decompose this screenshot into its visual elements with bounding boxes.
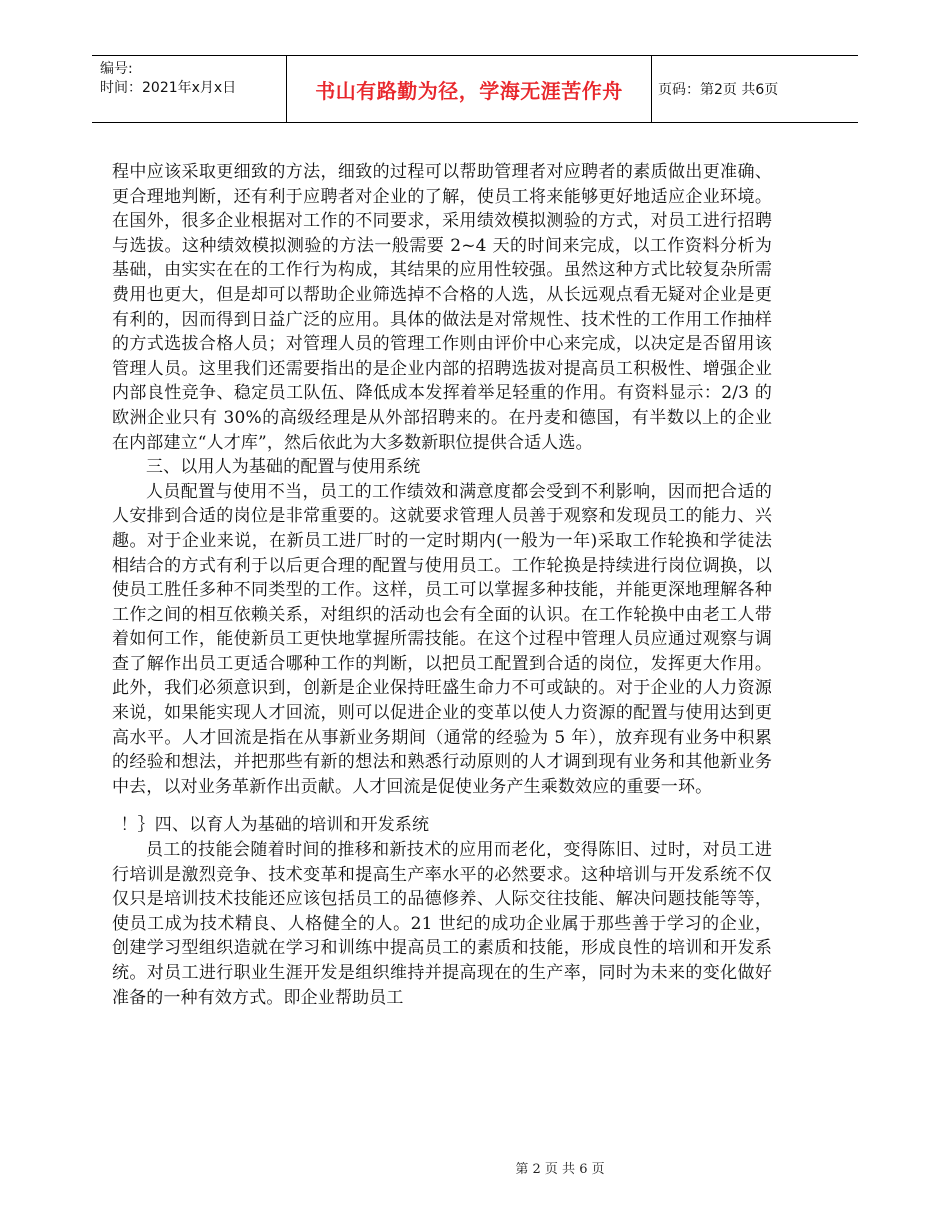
paragraph-continuation: 程中应该采取更细致的方法，细致的过程可以帮助管理者对应聘者的素质做出更准确、更合理地判断，还有利于应聘者对企业的了解，使员工将来能够更好地适应企业环境。在国外，很多企业根据对工作的不同要求，采用绩效模拟测验的方式，对员工进行招聘与选拔。这种绩效模拟测验的方法一般需要 2~4 天的时间来完成，以工作资料分析为基础，由实实在在的工作行为构成，其结果的应用性较强。虽然这种方式比较复杂所需费用也更大，但是却可以帮助企业筛选掉不合格的人选，从长远观点看无疑对企业是更有利的，因而得到日益广泛的应用。具体的做法是对常规性、技术性的工作用工作抽样的方式选拔合格人员；对管理人员的管理工作则由评价中心来完成，以决定是否留用该管理人员。这里我们还需要指出的是企业内部的招聘选拔对提高员工积极性、增强企业内部良性竞争、稳定员工队伍、降低成本发挥着举足轻重的作用。有资料显示：2/3 的欧洲企业只有 30%的高级经理是从外部招聘来的。在丹麦和德国，有半数以上的企业在内部建立“人才库”，然后依此为大多数新职位提供合适人选。 [112,162,772,453]
section-heading-4: ！｝四、以育人为基础的培训和开发系统 [120,815,430,836]
section-heading-3: 三、以用人为基础的配置与使用系统 [146,457,421,478]
header-page-info: 页码：第2页 共6页 [658,82,779,98]
document-number-label: 编号: [100,61,133,77]
document-time: 时间：2021年x月x日 [100,80,237,96]
page-footer: 第 2 页 共 6 页 [515,1162,605,1177]
header-meta [100,60,290,98]
header-motto: 书山有路勤为径，学海无涯苦作舟 [286,56,652,122]
paragraph-training: 员工的技能会随着时间的推移和新技术的应用而老化，变得陈旧、过时，对员工进行培训是激烈竞争、技术变革和提高生产率水平的必然要求。这种培训与开发系统不仅仅只是培训技术技能还应该包括员工的品德修养、人际交往技能、解决问题技能等等，使员工成为技术精良、人格健全的人。21 世纪的成功企业属于那些善于学习的企业，创建学习型组织造就在学习和训练中提高员工的素质和技能，形成良性的培训和开发系统。对员工进行职业生涯开发是组织维持并提高现在的生产率，同时为未来的变化做好准备的一种有效方式。即企业帮助员工 [112,840,772,1008]
paragraph-gap [112,799,772,813]
page-header [92,55,858,123]
document-body [112,160,772,1010]
paragraph-placement: 人员配置与使用不当，员工的工作绩效和满意度都会受到不利影响，因而把合适的人安排到合适的岗位是非常重要的。这就要求管理人员善于观察和发现员工的能力、兴趣。对于企业来说，在新员工进厂时的一定时期内(一般为一年)采取工作轮换和学徒法相结合的方式有利于以后更合理的配置与使用员工。工作轮换是持续进行岗位调换，以使员工胜任多种不同类型的工作。这样，员工可以掌握多种技能，并能更深地理解各种工作之间的相互依赖关系，对组织的活动也会有全面的认识。在工作轮换中由老工人带着如何工作，能使新员工更快地掌握所需技能。在这个过程中管理人员应通过观察与调查了解作出员工更适合哪种工作的判断，以把员工配置到合适的岗位，发挥更大作用。此外，我们必须意识到，创新是企业保持旺盛生命力不可或缺的。对于企业的人力资源来说，如果能实现人才回流，则可以促进企业的变革以使人力资源的配置与使用达到更高水平。人才回流是指在从事新业务期间（通常的经验为 5 年），放弃现有业务中积累的经验和想法，并把那些有新的想法和熟悉行动原则的人才调到现有业务和其他新业务中去，以对业务革新作出贡献。人才回流是促使业务产生乘数效应的重要一环。 [112,481,772,797]
